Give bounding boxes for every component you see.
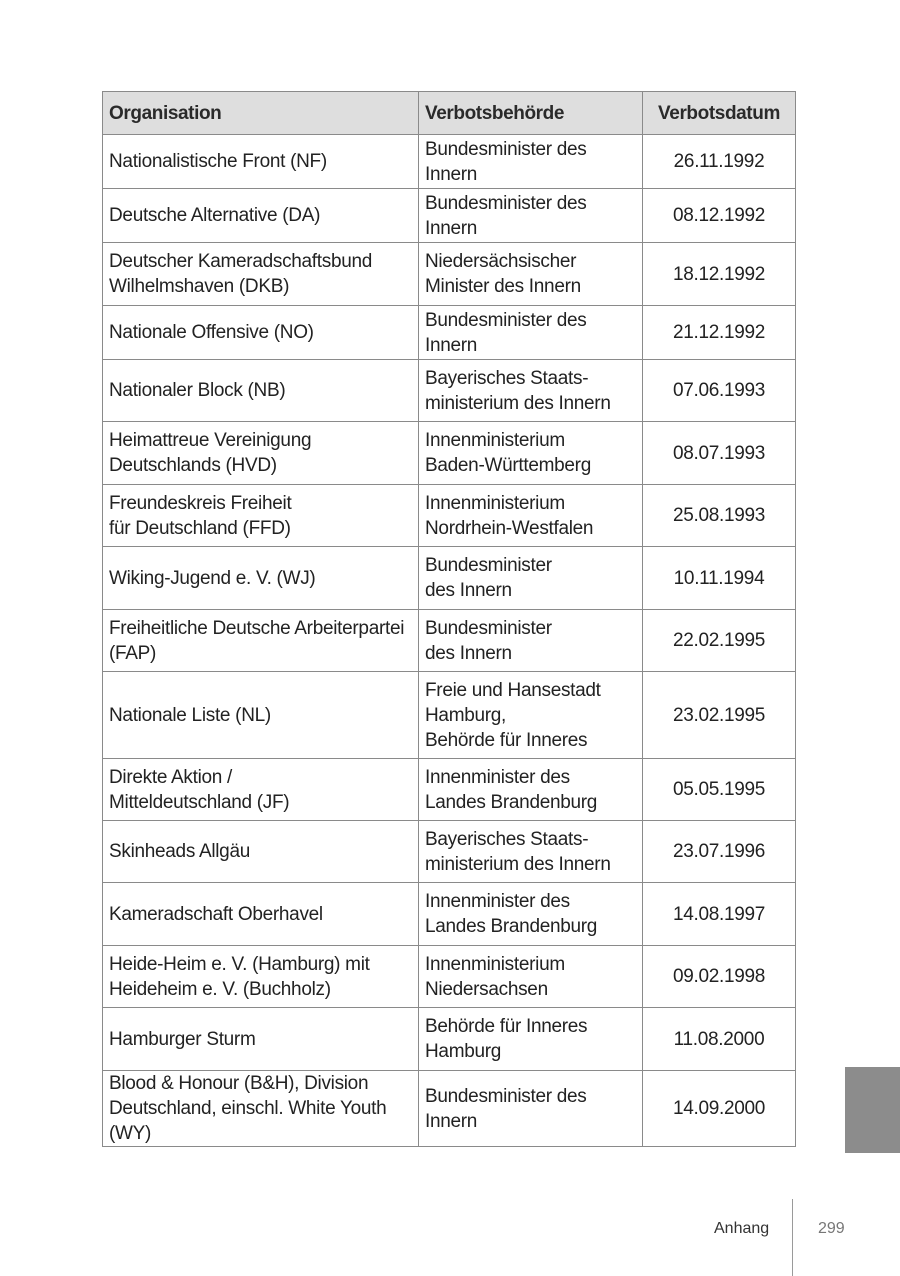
header-organisation: Organisation bbox=[103, 92, 419, 135]
cell-organisation-text: Freiheitliche Deutsche Arbeiterpartei (FAP) bbox=[109, 617, 405, 664]
cell-date-text: 25.08.1993 bbox=[672, 505, 766, 526]
cell-date bbox=[643, 135, 796, 189]
cell-date-text: 22.02.1995 bbox=[672, 630, 766, 651]
cell-authority-text: Bundesminister des Innern bbox=[425, 138, 587, 185]
table-row bbox=[103, 883, 796, 946]
table-row bbox=[103, 946, 796, 1008]
cell-authority bbox=[419, 306, 643, 360]
header-date: Verbotsdatum bbox=[643, 92, 796, 135]
cell-date-text: 23.02.1995 bbox=[672, 704, 766, 726]
cell-authority bbox=[419, 189, 643, 243]
cell-organisation-text: Heide-Heim e. V. (Hamburg) mit Heideheim e. V. (Buchholz) bbox=[109, 953, 370, 1000]
cell-organisation-text: Nationale Offensive (NO) bbox=[109, 322, 314, 343]
table-row bbox=[103, 485, 796, 547]
cell-authority bbox=[419, 360, 643, 422]
header-authority: Verbotsbehörde bbox=[419, 92, 643, 135]
cell-authority bbox=[419, 243, 643, 306]
cell-authority-text: Bayerisches Staats- ministerium des Innern bbox=[425, 367, 611, 414]
cell-authority-text: Niedersächsischer Minister des Innern bbox=[425, 251, 581, 297]
cell-date bbox=[643, 360, 796, 422]
cell-organisation-text: Wiking-Jugend e. V. (WJ) bbox=[109, 567, 316, 589]
cell-organisation bbox=[103, 610, 419, 672]
cell-organisation-text: Hamburger Sturm bbox=[109, 1028, 256, 1050]
cell-date-text: 23.07.1996 bbox=[672, 841, 766, 862]
cell-date-text: 11.08.2000 bbox=[673, 1028, 765, 1050]
cell-date-text: 05.05.1995 bbox=[672, 779, 766, 800]
cell-authority bbox=[419, 821, 643, 883]
cell-date bbox=[643, 610, 796, 672]
table-row bbox=[103, 547, 796, 610]
cell-date bbox=[643, 946, 796, 1008]
cell-authority bbox=[419, 485, 643, 547]
cell-date bbox=[643, 485, 796, 547]
cell-organisation-text: Nationaler Block (NB) bbox=[109, 380, 286, 401]
cell-authority-text: Bundesminister des Innern bbox=[425, 309, 587, 356]
cell-organisation bbox=[103, 306, 419, 360]
cell-organisation-text: Nationale Liste (NL) bbox=[109, 704, 271, 726]
cell-authority bbox=[419, 759, 643, 821]
cell-date-text: 21.12.1992 bbox=[672, 322, 766, 343]
table-row bbox=[103, 759, 796, 821]
cell-organisation-text: Heimattreue Vereinigung Deutschlands (HVD) bbox=[109, 430, 312, 476]
cell-authority bbox=[419, 672, 643, 759]
cell-organisation bbox=[103, 243, 419, 306]
cell-organisation bbox=[103, 672, 419, 759]
cell-date-text: 07.06.1993 bbox=[672, 380, 766, 401]
cell-date bbox=[643, 1071, 796, 1147]
cell-authority-text: Behörde für Inneres Hamburg bbox=[425, 1016, 588, 1062]
cell-date bbox=[643, 422, 796, 485]
table-row bbox=[103, 672, 796, 759]
table-row bbox=[103, 1008, 796, 1071]
ban-table bbox=[102, 91, 796, 1147]
cell-authority-text: Bundesminister des Innern bbox=[425, 617, 552, 664]
table-row bbox=[103, 243, 796, 306]
cell-authority-text: Innenminister des Landes Brandenburg bbox=[425, 766, 598, 813]
cell-date bbox=[643, 759, 796, 821]
cell-authority-text: Bayerisches Staats- ministerium des Innern bbox=[425, 828, 611, 875]
cell-authority-text: Innenministerium Baden-Württemberg bbox=[425, 430, 591, 476]
cell-authority-text: Bundesminister des Innern bbox=[425, 1085, 587, 1132]
page-number: 299 bbox=[818, 1220, 845, 1237]
cell-authority-text: Bundesminister des Innern bbox=[425, 555, 552, 601]
cell-authority-text: Freie und Hansestadt Hamburg, Behörde für Inneres bbox=[425, 679, 601, 751]
cell-authority bbox=[419, 1008, 643, 1071]
cell-authority bbox=[419, 610, 643, 672]
table-header-row bbox=[103, 92, 796, 135]
cell-organisation bbox=[103, 883, 419, 946]
cell-organisation bbox=[103, 1071, 419, 1147]
footer-divider bbox=[792, 1199, 793, 1276]
table-row bbox=[103, 360, 796, 422]
cell-authority bbox=[419, 547, 643, 610]
cell-date-text: 10.11.1994 bbox=[673, 567, 765, 589]
cell-organisation bbox=[103, 422, 419, 485]
table-row bbox=[103, 610, 796, 672]
table-row bbox=[103, 1071, 796, 1147]
table-row bbox=[103, 306, 796, 360]
cell-organisation-text: Deutsche Alternative (DA) bbox=[109, 205, 321, 226]
cell-organisation bbox=[103, 360, 419, 422]
cell-authority-text: Innenministerium Niedersachsen bbox=[425, 953, 565, 1000]
cell-organisation bbox=[103, 946, 419, 1008]
cell-date bbox=[643, 243, 796, 306]
cell-date-text: 26.11.1992 bbox=[673, 151, 765, 172]
cell-authority bbox=[419, 1071, 643, 1147]
cell-date bbox=[643, 1008, 796, 1071]
cell-organisation-text: Blood & Honour (B&H), Division Deutschland, einschl. White Youth (WY) bbox=[109, 1073, 387, 1144]
cell-date-text: 18.12.1992 bbox=[672, 263, 766, 285]
cell-authority bbox=[419, 135, 643, 189]
cell-organisation bbox=[103, 547, 419, 610]
cell-authority bbox=[419, 422, 643, 485]
cell-date-text: 14.08.1997 bbox=[672, 903, 766, 925]
cell-date bbox=[643, 672, 796, 759]
cell-organisation bbox=[103, 485, 419, 547]
cell-organisation-text: Deutscher Kameradschaftsbund Wilhelmshaven (DKB) bbox=[109, 251, 373, 297]
cell-authority-text: Innenminister des Landes Brandenburg bbox=[425, 891, 598, 937]
table-row bbox=[103, 821, 796, 883]
table-body bbox=[103, 135, 796, 1147]
cell-organisation-text: Nationalistische Front (NF) bbox=[109, 151, 327, 172]
cell-date-text: 08.12.1992 bbox=[672, 205, 766, 226]
cell-organisation bbox=[103, 135, 419, 189]
cell-date bbox=[643, 821, 796, 883]
table-row bbox=[103, 189, 796, 243]
cell-date-text: 08.07.1993 bbox=[672, 442, 766, 464]
table-row bbox=[103, 135, 796, 189]
cell-authority-text: Bundesminister des Innern bbox=[425, 192, 587, 239]
cell-authority-text: Innenministerium Nordrhein-Westfalen bbox=[425, 492, 594, 539]
cell-organisation-text: Direkte Aktion / Mitteldeutschland (JF) bbox=[109, 766, 290, 813]
cell-organisation-text: Kameradschaft Oberhavel bbox=[109, 903, 323, 925]
cell-organisation bbox=[103, 821, 419, 883]
footer-section-label: Anhang bbox=[714, 1220, 770, 1237]
cell-organisation bbox=[103, 759, 419, 821]
cell-organisation-text: Skinheads Allgäu bbox=[109, 841, 250, 862]
cell-date-text: 09.02.1998 bbox=[672, 966, 766, 987]
cell-organisation bbox=[103, 1008, 419, 1071]
cell-organisation-text: Freundeskreis Freiheit für Deutschland (FFD) bbox=[109, 492, 292, 539]
cell-authority bbox=[419, 883, 643, 946]
table-row bbox=[103, 422, 796, 485]
cell-date bbox=[643, 189, 796, 243]
cell-date bbox=[643, 883, 796, 946]
side-tab-marker bbox=[845, 1067, 900, 1153]
cell-date-text: 14.09.2000 bbox=[672, 1098, 766, 1119]
cell-organisation bbox=[103, 189, 419, 243]
cell-date bbox=[643, 547, 796, 610]
cell-date bbox=[643, 306, 796, 360]
cell-authority bbox=[419, 946, 643, 1008]
